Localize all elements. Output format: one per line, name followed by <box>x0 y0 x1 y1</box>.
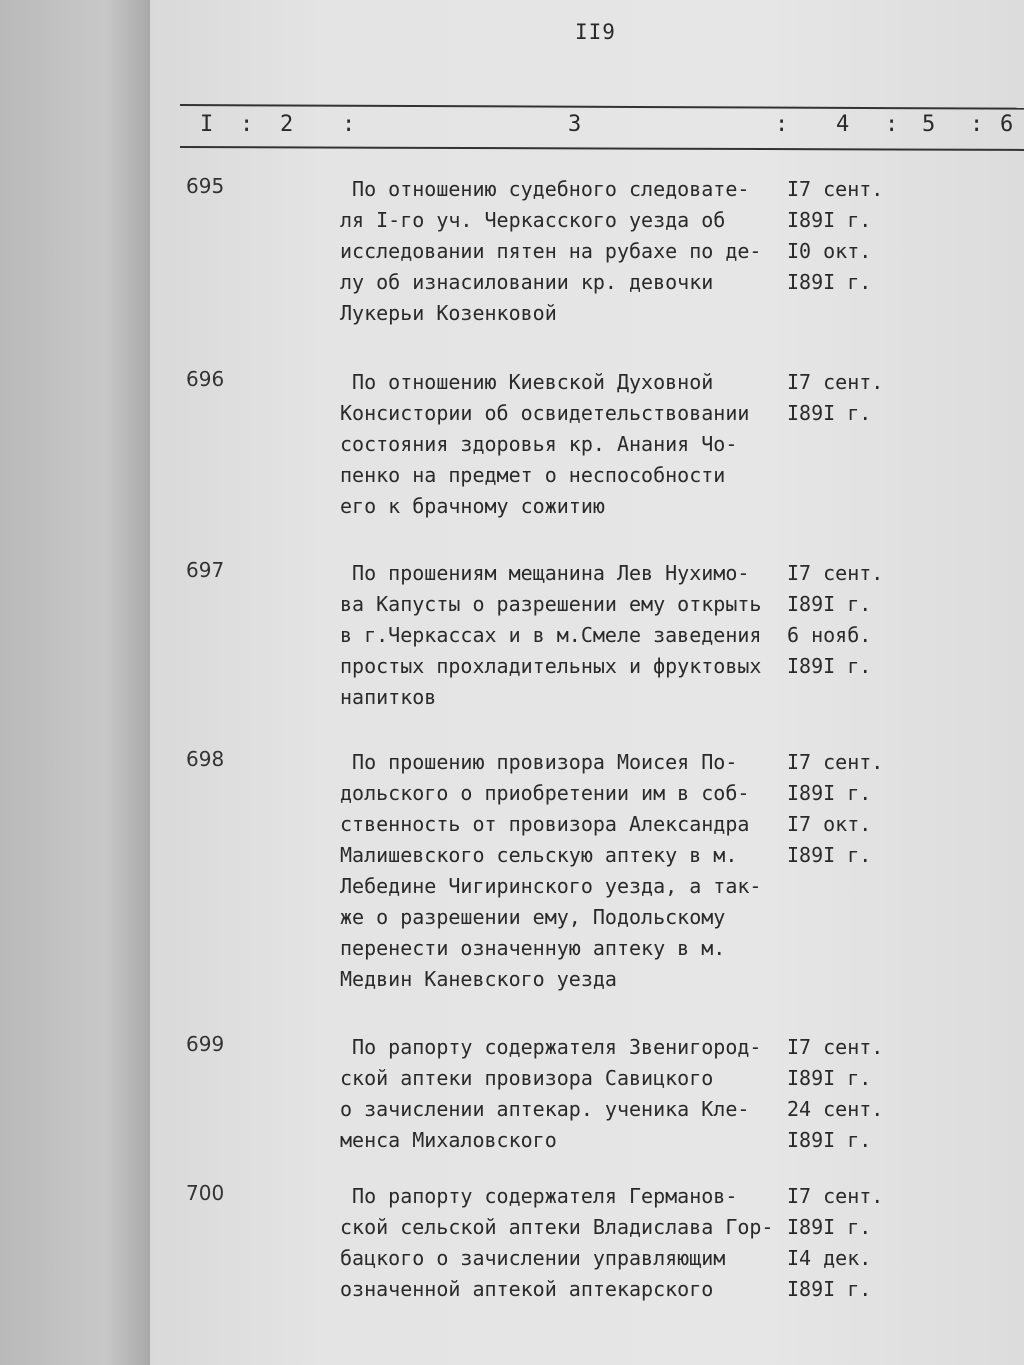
column-separator: : <box>970 112 984 137</box>
entry-dates: I7 сент. I89I г. 24 сент. I89I г. <box>787 1035 884 1152</box>
entry-description: По рапорту содержателя Германов- ской сельской аптеки Владислава Гор- бацкого о зачислении управляющим означенной аптекой аптекарского <box>340 1184 774 1301</box>
column-header-4: 4 <box>836 112 850 137</box>
entry-number: 700 <box>186 1181 225 1205</box>
entry-number: 697 <box>186 558 225 582</box>
entry-description: По прошениям мещанина Лев Нухимо- ва Капусты о разрешении ему открыть в г.Черкассах и в м.Смеле заведения простых прохладительных и фруктовых напитков <box>340 561 762 709</box>
entry-dates: I7 сент. I89I г. 6 нояб. I89I г. <box>787 561 884 678</box>
column-separator: : <box>885 112 899 137</box>
entry-number: 696 <box>186 367 225 391</box>
column-separator: : <box>775 112 789 137</box>
column-header-6: 6 <box>1000 112 1014 137</box>
entry-description: По рапорту содержателя Звенигород- ской аптеки провизора Савицкого о зачислении аптекар. ученика Кле- менса Михаловского <box>340 1035 762 1152</box>
entry-number: 699 <box>186 1032 225 1056</box>
column-header-3: 3 <box>568 112 582 137</box>
page-number: II9 <box>575 20 616 44</box>
column-header-1: I <box>200 112 214 137</box>
entry-dates: I7 сент. I89I г. I0 окт. I89I г. <box>787 177 884 294</box>
column-header-5: 5 <box>922 112 936 137</box>
entry-number: 695 <box>186 174 225 198</box>
entry-number: 698 <box>186 747 225 771</box>
entry-description: По отношению Киевской Духовной Консистории об освидетельствовании состояния здоровья кр. Анания Чо- пенко на предмет о неспособности его к брачному сожитию <box>340 370 750 518</box>
left-page-edge <box>0 0 150 1365</box>
entry-dates: I7 сент. I89I г. I7 окт. I89I г. <box>787 750 884 867</box>
entry-description: По отношению судебного следовате- ля I-го уч. Черкасского уезда об исследовании пятен на рубахе по де- лу об изнасиловании кр. девочки Лукерьи Козенковой <box>340 177 762 325</box>
column-separator: : <box>342 112 356 137</box>
column-header-2: 2 <box>280 112 294 137</box>
entry-dates: I7 сент. I89I г. I4 дек. I89I г. <box>787 1184 884 1301</box>
entry-dates: I7 сент. I89I г. <box>787 370 884 425</box>
column-separator: : <box>240 112 254 137</box>
entry-description: По прошению провизора Моисея По- дольского о приобретении им в соб- ственность от провизора Александра Малишевского сельскую аптеку в м. Лебедине Чигиринского уезда, а так- же о разрешении ему, Подольскому перенести означенную аптеку в м. Медвин Каневского уезда <box>340 750 762 991</box>
